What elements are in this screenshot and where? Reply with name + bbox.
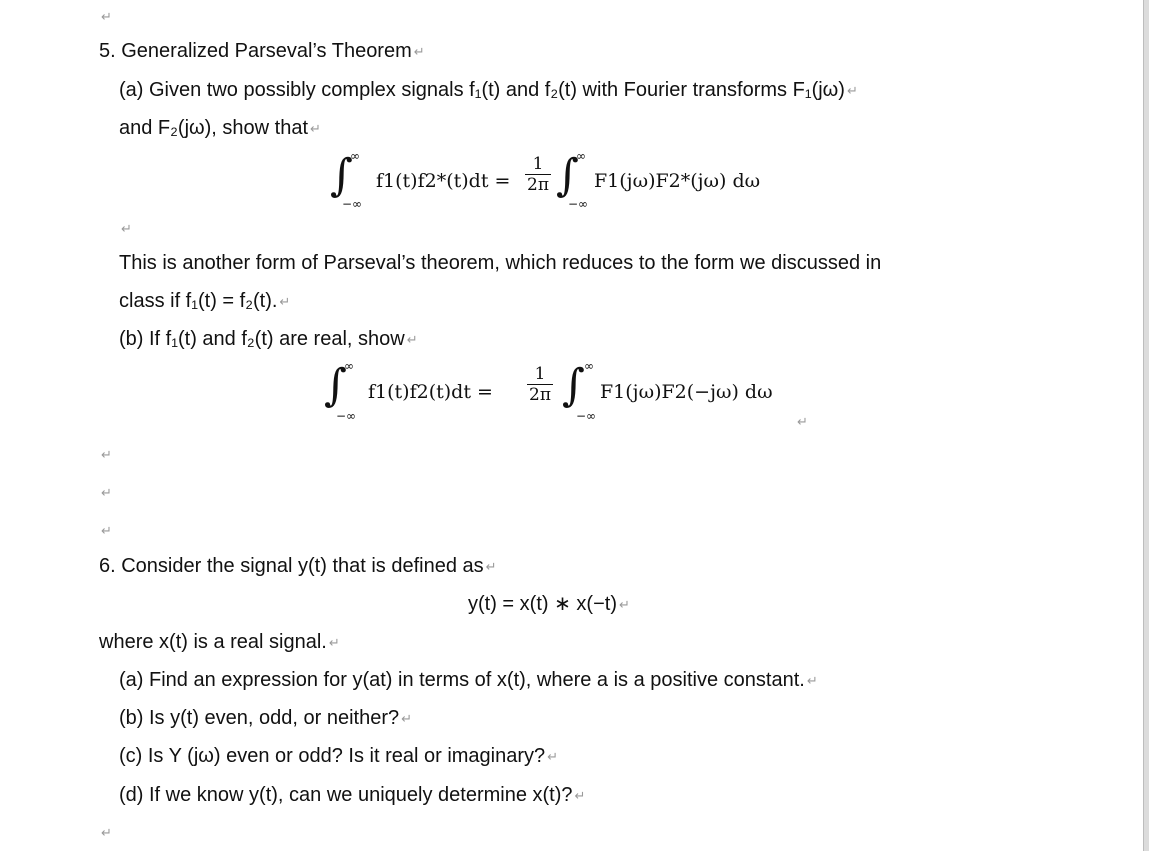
return-mark: ↵ (121, 221, 132, 236)
return-mark: ↵ (101, 825, 112, 840)
eq1-lhs: f1(t)f2*(t)dt = (376, 170, 511, 192)
eq1-fraction: 1 2π (527, 154, 549, 195)
q5-title: 5. Generalized Parseval’s Theorem ↵ (99, 40, 425, 62)
q5-note-line1: This is another form of Parseval’s theorem, which reduces to the form we discussed in (119, 252, 882, 274)
q6-part-c: (c) Is Y (jω) even or odd? Is it real or imaginary? ↵ (119, 745, 559, 767)
q6-equation: y(t) = x(t) ∗ x(−t) ↵ (468, 593, 630, 615)
q5-a-line1: (a) Given two possibly complex signals f₁(t) and f₂(t) with Fourier transforms F₁(jω) ↵ (119, 79, 858, 101)
eq2-lower-limit-2: −∞ (576, 409, 597, 423)
eq1-lower-limit-2: −∞ (568, 197, 589, 211)
eq1-rhs: F1(jω)F2*(jω) dω (594, 170, 761, 192)
q6-part-b: (b) Is y(t) even, odd, or neither? ↵ (119, 707, 413, 729)
integral-sign: ∫ (330, 150, 353, 201)
page-edge (1143, 0, 1149, 851)
return-mark: ↵ (101, 485, 112, 500)
eq2-upper-limit: ∞ (344, 359, 354, 373)
return-mark: ↵ (101, 447, 112, 462)
eq1-upper-limit-2: ∞ (576, 149, 586, 163)
return-mark: ↵ (101, 9, 112, 24)
eq1-lower-limit: −∞ (342, 197, 363, 211)
q6-part-a: (a) Find an expression for y(at) in terms of x(t), where a is a positive constant. ↵ (119, 669, 818, 691)
integral-sign: ∫ (324, 360, 347, 411)
integral-sign: ∫ (562, 360, 585, 411)
eq2-lhs: f1(t)f2(t)dt = (368, 381, 493, 403)
eq2-fraction: 1 2π (529, 364, 551, 405)
q5-a-line2: and F₂(jω), show that ↵ (119, 117, 321, 139)
q5-note-line2: class if f₁(t) = f₂(t). ↵ (119, 290, 291, 312)
eq2-rhs: F1(jω)F2(−jω) dω (600, 381, 773, 403)
eq2-upper-limit-2: ∞ (584, 359, 594, 373)
eq2-lower-limit: −∞ (336, 409, 357, 423)
return-mark: ↵ (797, 414, 808, 429)
return-mark: ↵ (101, 523, 112, 538)
eq1-upper-limit: ∞ (350, 149, 360, 163)
q6-title: 6. Consider the signal y(t) that is defined as ↵ (99, 555, 497, 577)
q6-part-d: (d) If we know y(t), can we uniquely determine x(t)? ↵ (119, 784, 586, 806)
q5-b-line: (b) If f₁(t) and f₂(t) are real, show ↵ (119, 328, 418, 350)
integral-sign: ∫ (556, 150, 579, 201)
q6-where: where x(t) is a real signal. ↵ (99, 631, 340, 653)
